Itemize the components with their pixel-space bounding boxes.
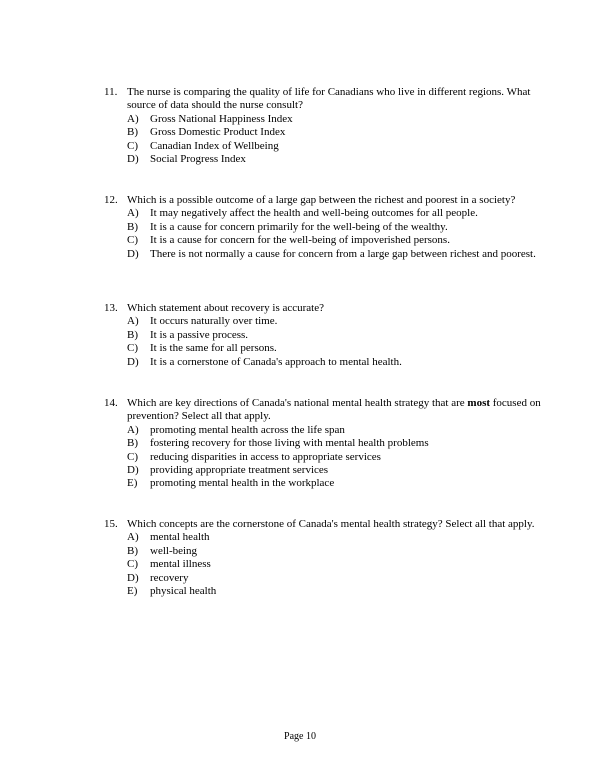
option-text: Social Progress Index <box>150 153 246 166</box>
option-text: providing appropriate treatment services <box>150 464 329 477</box>
option-text: It is the same for all persons. <box>150 342 277 355</box>
option-text: It may negatively affect the health and well-being outcomes for all people. <box>150 207 478 220</box>
answer-option-c <box>127 140 554 153</box>
option-letter: D) <box>127 355 139 368</box>
question-number: 12. <box>104 194 118 206</box>
option-letter: B) <box>127 220 138 233</box>
option-text: reducing disparities in access to appropriate services <box>150 450 381 463</box>
option-letter: D) <box>127 464 139 477</box>
answer-option-d <box>127 153 554 166</box>
question-13 <box>104 302 554 369</box>
answer-option-a <box>127 207 554 220</box>
answer-options <box>127 424 554 491</box>
option-letter: A) <box>127 531 139 544</box>
option-text: Canadian Index of Wellbeing <box>150 139 279 152</box>
question-number: 13. <box>104 302 118 314</box>
answer-option-b <box>127 545 554 558</box>
question-stem: The nurse is comparing the quality of life for Canadians who live in different regions. What source of data should the nurse consult? <box>127 86 531 112</box>
answer-option-c <box>127 558 554 571</box>
option-letter: C) <box>127 234 138 247</box>
answer-option-d <box>127 572 554 585</box>
option-letter: D) <box>127 153 139 166</box>
option-text: mental health <box>150 531 210 544</box>
option-text: fostering recovery for those living with mental health problems <box>150 437 429 450</box>
option-letter: A) <box>127 112 139 125</box>
option-text: Gross National Happiness Index <box>150 112 293 125</box>
option-text: mental illness <box>150 558 211 571</box>
option-text: It is a cause for concern for the well-being of impoverished persons. <box>150 234 450 247</box>
answer-option-a <box>127 424 554 437</box>
question-stem: Which concepts are the cornerstone of Canada's mental health strategy? Select all that apply. <box>127 518 535 530</box>
option-letter: D) <box>127 571 139 584</box>
answer-options <box>127 531 554 598</box>
question-12 <box>104 194 554 261</box>
answer-option-c <box>127 234 554 247</box>
option-text: recovery <box>150 571 189 584</box>
option-letter: B) <box>127 328 138 341</box>
option-letter: C) <box>127 450 138 463</box>
answer-option-b <box>127 329 554 342</box>
option-letter: C) <box>127 558 138 571</box>
answer-option-a <box>127 315 554 328</box>
answer-option-b <box>127 126 554 139</box>
option-text: There is not normally a cause for concern from a large gap between richest and poorest. <box>150 247 536 260</box>
answer-option-b <box>127 221 554 234</box>
option-letter: C) <box>127 342 138 355</box>
option-letter: D) <box>127 247 139 260</box>
question-stem: Which statement about recovery is accurate? <box>127 302 324 314</box>
answer-option-e <box>127 477 554 490</box>
option-text: It is a cornerstone of Canada's approach to mental health. <box>150 355 402 368</box>
option-text: physical health <box>150 585 217 598</box>
option-letter: A) <box>127 423 139 436</box>
question-11 <box>104 86 554 166</box>
option-text: It occurs naturally over time. <box>150 315 278 328</box>
option-letter: B) <box>127 544 138 557</box>
option-letter: C) <box>127 139 138 152</box>
option-letter: E) <box>127 477 138 490</box>
question-number: 11. <box>104 86 118 98</box>
answer-option-a <box>127 531 554 544</box>
answer-option-b <box>127 437 554 450</box>
question-stem-end: focused on prevention? Select all that apply. <box>127 397 541 423</box>
option-letter: B) <box>127 437 138 450</box>
answer-options <box>127 113 554 167</box>
page-number: Page 10 <box>284 731 316 742</box>
option-text: well-being <box>150 544 198 557</box>
answer-options <box>127 207 554 261</box>
answer-options <box>127 315 554 369</box>
option-text: It is a cause for concern primarily for the well-being of the wealthy. <box>150 220 448 233</box>
answer-option-e <box>127 585 554 598</box>
question-stem-start: Which are key directions of Canada's national mental health strategy that are <box>127 397 468 409</box>
question-number: 14. <box>104 397 118 409</box>
question-14 <box>104 397 554 491</box>
answer-option-c <box>127 451 554 464</box>
option-letter: A) <box>127 207 139 220</box>
answer-option-a <box>127 113 554 126</box>
option-text: Gross Domestic Product Index <box>150 126 286 139</box>
option-text: promoting mental health in the workplace <box>150 477 335 490</box>
option-letter: B) <box>127 126 138 139</box>
option-text: promoting mental health across the life span <box>150 423 345 436</box>
question-number: 15. <box>104 518 118 530</box>
question-stem-emphasis: most <box>467 397 491 409</box>
answer-option-c <box>127 342 554 355</box>
question-15 <box>104 518 554 598</box>
option-letter: E) <box>127 585 138 598</box>
question-stem <box>127 397 554 424</box>
answer-option-d <box>127 248 554 261</box>
answer-option-d <box>127 464 554 477</box>
answer-option-d <box>127 356 554 369</box>
option-text: It is a passive process. <box>150 328 249 341</box>
question-stem: Which is a possible outcome of a large gap between the richest and poorest in a society? <box>127 194 516 206</box>
option-letter: A) <box>127 315 139 328</box>
